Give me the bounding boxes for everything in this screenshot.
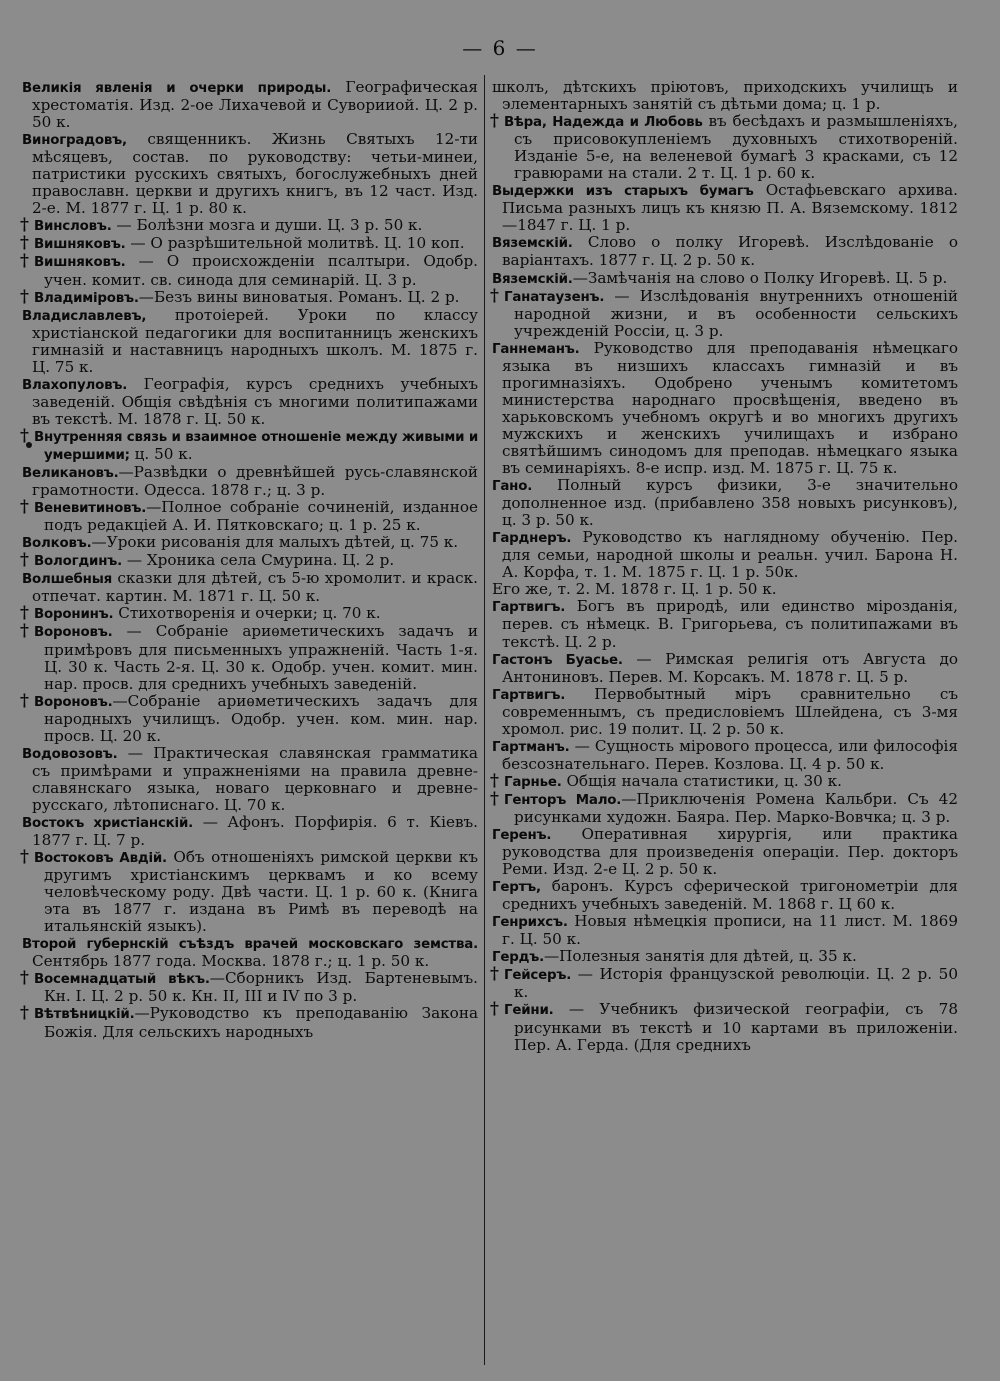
catalog-entry bbox=[22, 79, 478, 131]
entry-text: —Сборникъ Изд. Бартеневымъ. Кн. I. Ц. 2 р. 50 к. Кн. II, III и IV по 3 р. bbox=[44, 969, 478, 1006]
catalog-entry bbox=[492, 686, 958, 738]
entry-text: —Замѣчанія на слово о Полку Игоревѣ. Ц. 5 р. bbox=[572, 268, 948, 287]
entry-heading: Гейсеръ. bbox=[504, 968, 572, 984]
entry-text: — Хроника села Смурина. Ц. 2 р. bbox=[122, 551, 395, 570]
entry-heading: Гертъ, bbox=[492, 880, 541, 896]
entry-text: — Учебникъ физической географіи, съ 78 рисунками въ текстѣ и 10 картами въ приложеніи. Пер. А. Герда. (Для среднихъ bbox=[514, 1000, 958, 1054]
entry-text: школъ, дѣтскихъ пріютовъ, приходскихъ училищъ и элементарныхъ занятій съ дѣтьми дома; ц. 1 р. bbox=[492, 78, 958, 114]
catalog-entry bbox=[492, 79, 958, 113]
catalog-entry bbox=[492, 826, 958, 878]
entry-text: Его же, т. 2. М. 1878 г. Ц. 1 р. 50 к. bbox=[492, 580, 777, 599]
entry-text: Слово о полку Игоревѣ. Изслѣдованіе о варіантахъ. 1877 г. Ц. 2 р. 50 к. bbox=[502, 233, 958, 270]
entry-heading: Вороновъ. bbox=[34, 694, 113, 710]
entry-heading: Вѣтвѣницкій. bbox=[34, 1007, 135, 1023]
catalog-entry bbox=[20, 286, 478, 307]
dagger-mark: † bbox=[20, 1003, 29, 1024]
catalog-entry bbox=[20, 690, 478, 745]
entry-text: — Афонъ. Порфирія. 6 т. Кіевъ. 1877 г. Ц. 7 р. bbox=[32, 812, 478, 850]
entry-heading: Великановъ. bbox=[22, 466, 119, 482]
entry-heading: Гартманъ. bbox=[492, 739, 570, 755]
catalog-entry bbox=[492, 966, 958, 1001]
entry-heading: Вороновъ. bbox=[34, 625, 113, 641]
catalog-entry bbox=[22, 849, 478, 935]
right-column bbox=[492, 79, 958, 1054]
entry-heading: Великія явленія и очерки природы. bbox=[22, 81, 332, 96]
dagger-mark: † bbox=[20, 215, 29, 236]
dagger-mark: † bbox=[20, 621, 29, 642]
catalog-entry bbox=[492, 340, 958, 477]
entry-heading: Генторъ Мало. bbox=[504, 792, 622, 808]
entry-text: — Практическая славянская грамматика съ примѣрами и упражненіями на правила древне-славянскаго языка, новаго церковнаго и древне-русскаго, лѣтописнаго. Ц. 70 к. bbox=[32, 743, 478, 814]
catalog-entry bbox=[22, 935, 478, 970]
entry-heading: Вяземскій. bbox=[492, 271, 573, 287]
entry-text: — Исторія французской революціи. Ц. 2 р. 50 к. bbox=[514, 965, 958, 1002]
entry-text: — Изслѣдованія внутреннихъ отношеній народной жизни, и въ особенности сельскихъ учрежденій Россіи, ц. 3 р. bbox=[514, 286, 958, 340]
catalog-entry bbox=[492, 598, 958, 650]
catalog-entry bbox=[492, 182, 958, 234]
entry-heading: Вологдинъ. bbox=[34, 554, 123, 570]
entry-text: Общія начала статистики, ц. 30 к. bbox=[561, 771, 842, 790]
entry-text: Руководство для преподаванія нѣмецкаго языка въ низшихъ классахъ гимназій и въ прогимназіяхъ. Одобрено ученымъ комитетомъ министерства народнаго просвѣщенія, введено въ харьковскомъ учебномъ округѣ и во многихъ другихъ мужскихъ и женскихъ училищахъ и избрано святѣйшимъ синодомъ для преподав. нѣмецкаго языка въ семинаріяхъ. 8-е испр. изд. М. 1875 г. Ц. 75 к. bbox=[502, 338, 958, 478]
entry-text: баронъ. Курсъ сферической тригонометріи для среднихъ учебныхъ заведеній. М. 1868 г. Ц 60 к. bbox=[502, 877, 958, 914]
entry-heading: Винсловъ. bbox=[34, 219, 112, 235]
entry-heading: Водовозовъ. bbox=[22, 746, 118, 762]
entry-heading: Вишняковъ. bbox=[34, 237, 126, 253]
catalog-entry bbox=[22, 570, 478, 605]
entry-text: —Безъ вины виноватыя. Романъ. Ц. 2 р. bbox=[138, 287, 460, 306]
entry-heading: Владиславлевъ, bbox=[22, 308, 147, 324]
dagger-mark: † bbox=[490, 788, 499, 809]
catalog-entry bbox=[492, 529, 958, 581]
catalog-entry bbox=[22, 745, 478, 814]
catalog-entry bbox=[492, 948, 958, 966]
entry-heading: Влахопуловъ. bbox=[22, 377, 128, 393]
catalog-entry bbox=[22, 376, 478, 428]
catalog-entry bbox=[22, 131, 478, 217]
catalog-entry bbox=[492, 270, 958, 288]
entry-heading: Владиміровъ. bbox=[34, 290, 139, 306]
entry-heading: Ганатаузенъ. bbox=[504, 289, 605, 305]
catalog-entry bbox=[492, 581, 958, 598]
entry-heading: Ганнеманъ. bbox=[492, 341, 580, 357]
dagger-mark: † bbox=[20, 968, 29, 989]
dagger-mark: † bbox=[20, 286, 29, 307]
entry-text: Сентябрь 1877 года. Москва. 1878 г.; ц. 1 р. 50 к. bbox=[32, 952, 430, 971]
entry-heading: Гано. bbox=[492, 479, 533, 495]
catalog-entry bbox=[492, 113, 958, 182]
entry-heading: Веневитиновъ. bbox=[34, 501, 147, 517]
entry-heading: Гейни. bbox=[504, 1003, 554, 1019]
catalog-entry bbox=[22, 307, 478, 376]
entry-text: ц. 50 к. bbox=[129, 444, 193, 463]
entry-text: —Руководство къ преподаванію Закона Божія. Для сельскихъ народныхъ bbox=[44, 1004, 478, 1041]
dagger-mark: † bbox=[490, 111, 499, 132]
catalog-entry bbox=[22, 534, 478, 552]
entry-text: — Болѣзни мозга и души. Ц. 3 р. 50 к. bbox=[111, 216, 423, 235]
entry-heading: Гастонъ Буасье. bbox=[492, 652, 623, 668]
dagger-mark: † bbox=[20, 497, 29, 518]
entry-text: —Приключенія Ромена Кальбри. Съ 42 рисунками художн. Баяра. Пер. Марко-Вовчка; ц. 3 р. bbox=[514, 789, 958, 826]
dagger-mark: † bbox=[490, 285, 499, 306]
catalog-entry bbox=[22, 253, 478, 288]
dagger-mark: † bbox=[20, 603, 29, 624]
catalog-entry bbox=[490, 285, 958, 340]
catalog-entry bbox=[22, 464, 478, 499]
catalog-entry bbox=[492, 738, 958, 773]
page-number: — 6 — bbox=[462, 36, 538, 60]
catalog-entry bbox=[490, 770, 958, 791]
entry-heading: Второй губернскій съѣздъ врачей московскаго земства. bbox=[22, 937, 478, 953]
entry-text: Богъ въ природѣ, или единство мірозданія, перев. съ нѣмецк. В. Григорьева, съ политипажами въ текстѣ. Ц. 2 р. bbox=[502, 597, 958, 651]
entry-text: Первобытный міръ сравнительно съ современнымъ, съ предисловіемъ Шлейдена, съ 3-мя хромол. рис. 19 полит. Ц. 2 р. 50 к. bbox=[502, 684, 958, 738]
catalog-entry bbox=[492, 651, 958, 686]
catalog-entry bbox=[22, 217, 478, 235]
dagger-mark: † bbox=[20, 847, 29, 868]
entry-text: —Полное собраніе сочиненій, изданное подъ редакціей А. И. Пятковскаго; ц. 1 р. 25 к. bbox=[44, 498, 478, 535]
entry-text: Стихотворенія и очерки; ц. 70 к. bbox=[113, 604, 381, 623]
catalog-entry bbox=[22, 623, 478, 692]
dagger-mark: † bbox=[20, 425, 29, 446]
entry-heading: Гартвигъ. bbox=[492, 600, 566, 616]
entry-text: —Собраніе ариѳметическихъ задачъ для народныхъ училищъ. Одобр. учен. ком. мин. нар. просв. Ц. 20 к. bbox=[44, 691, 478, 745]
entry-text: —Развѣдки о древнѣйшей русь-славянской грамотности. Одесса. 1878 г.; ц. 3 р. bbox=[32, 463, 478, 500]
entry-heading: Волшебныя bbox=[22, 572, 113, 588]
entry-heading: Внутренняя связь и взаимное отношеніе между живыми и умершими; bbox=[34, 429, 478, 463]
entry-heading: Генрихсъ. bbox=[492, 915, 568, 931]
entry-heading: Выдержки изъ старыхъ бумагъ bbox=[492, 184, 754, 200]
column-divider bbox=[484, 75, 485, 1365]
dagger-mark: † bbox=[490, 770, 499, 791]
left-column bbox=[22, 79, 478, 1041]
catalog-entry bbox=[22, 552, 478, 570]
entry-text: Новыя нѣмецкія прописи, на 11 лист. М. 1869 г. Ц. 50 к. bbox=[502, 912, 958, 949]
entry-heading: Виноградовъ, bbox=[22, 133, 127, 149]
entry-text: — Римская религія отъ Августа до Антониновъ. Перев. М. Корсакъ. М. 1878 г. Ц. 5 р. bbox=[502, 649, 958, 686]
catalog-entry bbox=[492, 878, 958, 913]
catalog-entry bbox=[22, 1005, 478, 1040]
entry-text: въ бесѣдахъ и размышленіяхъ, съ присовокупленіемъ духовныхъ стихотвореній. Изданіе 5-е, на веленевой бумагѣ 3 красками, съ 12 гравюрами на стали. 2 т. Ц. 1 р. 60 к. bbox=[514, 112, 958, 183]
entry-heading: Воронинъ. bbox=[34, 607, 114, 623]
catalog-entry bbox=[22, 605, 478, 623]
entry-heading: Гердъ. bbox=[492, 950, 544, 966]
entry-text: священникъ. Жизнь Святыхъ 12-ти мѣсяцевъ, состав. по руководству: четьи-минеи, патристики русскихъ святыхъ, богослужебныхъ дней православн. церкви и другихъ книгъ, въ 12 част. Изд. 2-е. М. 1877 г. Ц. 1 р. 80 к. bbox=[32, 130, 478, 218]
catalog-entry bbox=[22, 235, 478, 253]
dagger-mark: † bbox=[20, 251, 29, 272]
catalog-entry bbox=[490, 788, 958, 826]
dagger-mark: † bbox=[20, 690, 29, 711]
catalog-entry bbox=[492, 913, 958, 948]
dagger-mark: † bbox=[20, 550, 29, 571]
entry-heading: Гартвигъ. bbox=[492, 687, 566, 703]
entry-text: сказки для дѣтей, съ 5-ю хромолит. и краск. отпечат. картин. М. 1871 г. Ц. 50 к. bbox=[32, 569, 478, 606]
dagger-mark: † bbox=[20, 233, 29, 254]
catalog-entry bbox=[492, 477, 958, 529]
entry-text: —Уроки рисованія для малыхъ дѣтей, ц. 75 к. bbox=[91, 533, 459, 552]
entry-text: Оперативная хирургія, или практика руководства для произведенія операціи. Пер. докторъ Реми. Изд. 2-е Ц. 2 р. 50 к. bbox=[502, 825, 958, 879]
entry-text: — Сущность мірового процесса, или философія безсознательнаго. Перев. Козлова. Ц. 4 р. 50 к. bbox=[502, 736, 958, 773]
entry-text: Полный курсъ физики, 3-е значительно дополненное изд. (прибавлено 358 новыхъ рисунковъ), ц. 3 р. 50 к. bbox=[502, 476, 958, 530]
catalog-entry bbox=[492, 1001, 958, 1053]
entry-text: — Собраніе ариѳметическихъ задачъ и примѣровъ для письменныхъ упражненій. Часть 1-я. Ц. 30 к. Часть 2-я. Ц. 30 к. Одобр. учен. комит. мин. нар. просв. для среднихъ учебныхъ заведеній. bbox=[44, 622, 478, 693]
dagger-mark: † bbox=[490, 964, 499, 985]
entry-text: Географическая хрестоматія. Изд. 2-ое Лихачевой и Суворииой. Ц. 2 р. 50 к. bbox=[32, 78, 479, 132]
entry-text: — О происхожденіи псалтыри. Одобр. учен. комит. св. синода для семинарій. Ц. 3 р. bbox=[44, 252, 478, 289]
entry-heading: Востоковъ Авдій. bbox=[34, 851, 167, 867]
entry-text: Остафьевскаго архива. Письма разныхъ лицъ къ князю П. А. Вяземскому. 1812—1847 г. Ц. 1 р. bbox=[502, 181, 958, 235]
entry-heading: Волковъ. bbox=[22, 536, 92, 552]
entry-heading: Гарднеръ. bbox=[492, 531, 572, 547]
entry-heading: Восемнадцатый вѣкъ. bbox=[34, 972, 210, 988]
entry-text: —Полезныя занятія для дѣтей, ц. 35 к. bbox=[543, 947, 857, 966]
entry-heading: Востокъ христіанскій. bbox=[22, 815, 194, 831]
entry-heading: Вяземскій. bbox=[492, 236, 573, 252]
entry-text: Руководство къ наглядному обученію. Пер. для семьи, народной школы и реальн. учил. Барона Н. А. Корфа, т. 1. М. 1875 г. Ц. 1 р. 50к. bbox=[502, 528, 958, 582]
entry-heading: Вишняковъ. bbox=[34, 255, 126, 271]
catalog-entry bbox=[22, 499, 478, 534]
entry-heading: Геренъ. bbox=[492, 828, 552, 844]
entry-text: протоіерей. Уроки по классу христіанской педагогики для воспитанницъ женскихъ гимназій и наставницъ народныхъ школъ. М. 1875 г. Ц. 75 к. bbox=[32, 305, 478, 376]
dagger-mark: † bbox=[490, 999, 499, 1020]
entry-text: Объ отношеніяхъ римской церкви къ другимъ христіанскимъ церквамъ и ко всему человѣческому роду. Двѣ части. Ц. 1 р. 60 к. (Книга эта въ 1877 г. издана въ Римѣ въ переводѣ на итальянскій языкъ). bbox=[44, 848, 478, 936]
entry-heading: Вѣра, Надежда и Любовь bbox=[504, 115, 703, 131]
catalog-entry bbox=[22, 970, 478, 1005]
catalog-entry bbox=[20, 425, 478, 464]
entry-text: — О разрѣшительной молитвѣ. Ц. 10 коп. bbox=[125, 234, 465, 253]
catalog-entry bbox=[492, 234, 958, 269]
entry-heading: Гарнье. bbox=[504, 774, 562, 790]
catalog-entry bbox=[22, 814, 478, 849]
entry-text: Географія, курсъ среднихъ учебныхъ заведеній. Общія свѣдѣнія съ многими политипажами въ текстѣ. М. 1878 г. Ц. 50 к. bbox=[32, 374, 478, 428]
